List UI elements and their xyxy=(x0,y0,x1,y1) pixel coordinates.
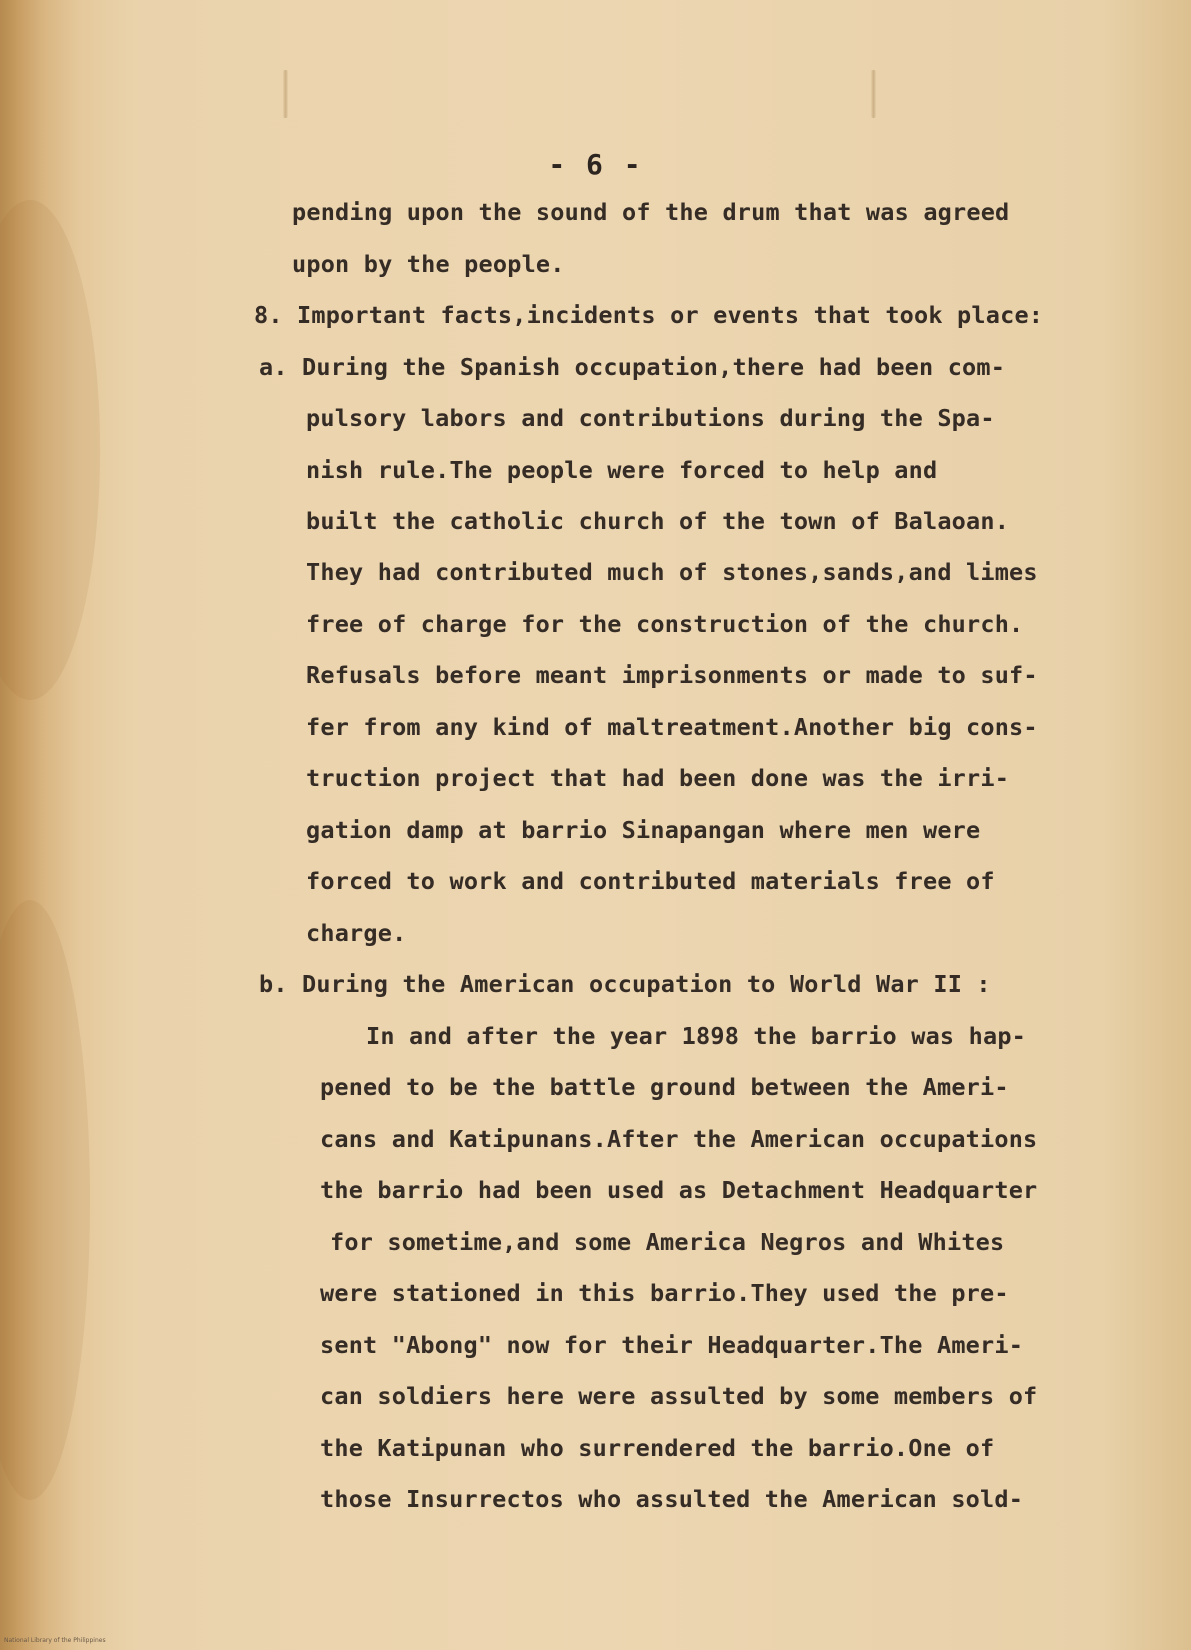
archive-footer: National Library of the Philippines xyxy=(4,1637,106,1644)
subsection-heading: a. During the Spanish occupation,there had been com- xyxy=(259,353,1006,381)
paper-stain xyxy=(0,900,90,1500)
text-line: were stationed in this barrio.They used the pre- xyxy=(320,1279,1009,1307)
text-line: charge. xyxy=(306,919,407,947)
staple-mark xyxy=(871,70,876,118)
text-line: truction project that had been done was the irri- xyxy=(306,764,1010,792)
text-line: can soldiers here were assulted by some members of xyxy=(320,1382,1038,1410)
text-line: for sometime,and some America Negros and Whites xyxy=(330,1228,1005,1256)
text-line: nish rule.The people were forced to help and xyxy=(306,456,938,484)
text-line: sent "Abong" now for their Headquarter.The Ameri- xyxy=(320,1331,1024,1359)
page-number: - 6 - xyxy=(548,148,643,181)
text-line: those Insurrectos who assulted the American sold- xyxy=(320,1485,1024,1513)
text-line: They had contributed much of stones,sands,and limes xyxy=(306,558,1038,586)
text-line: pending upon the sound of the drum that was agreed xyxy=(292,198,1010,226)
text-line: the Katipunan who surrendered the barrio.One of xyxy=(320,1434,995,1462)
text-line: pened to be the battle ground between the Ameri- xyxy=(320,1073,1009,1101)
text-line: upon by the people. xyxy=(292,250,565,278)
text-line: gation damp at barrio Sinapangan where men were xyxy=(306,816,981,844)
text-line: cans and Katipunans.After the American occupations xyxy=(320,1125,1038,1153)
text-line: pulsory labors and contributions during the Spa- xyxy=(306,404,995,432)
text-line: forced to work and contributed materials free of xyxy=(306,867,995,895)
staple-mark xyxy=(283,70,288,118)
text-line: built the catholic church of the town of Balaoan. xyxy=(306,507,1010,535)
section-heading: 8. Important facts,incidents or events that took place: xyxy=(254,301,1044,329)
text-line: the barrio had been used as Detachment Headquarter xyxy=(320,1176,1038,1204)
text-line: free of charge for the construction of the church. xyxy=(306,610,1024,638)
text-line: In and after the year 1898 the barrio was hap- xyxy=(366,1022,1027,1050)
subsection-heading: b. During the American occupation to World War II : xyxy=(259,970,991,998)
text-line: fer from any kind of maltreatment.Another big cons- xyxy=(306,713,1038,741)
paper-stain xyxy=(0,200,100,700)
text-line: Refusals before meant imprisonments or made to suf- xyxy=(306,661,1038,689)
